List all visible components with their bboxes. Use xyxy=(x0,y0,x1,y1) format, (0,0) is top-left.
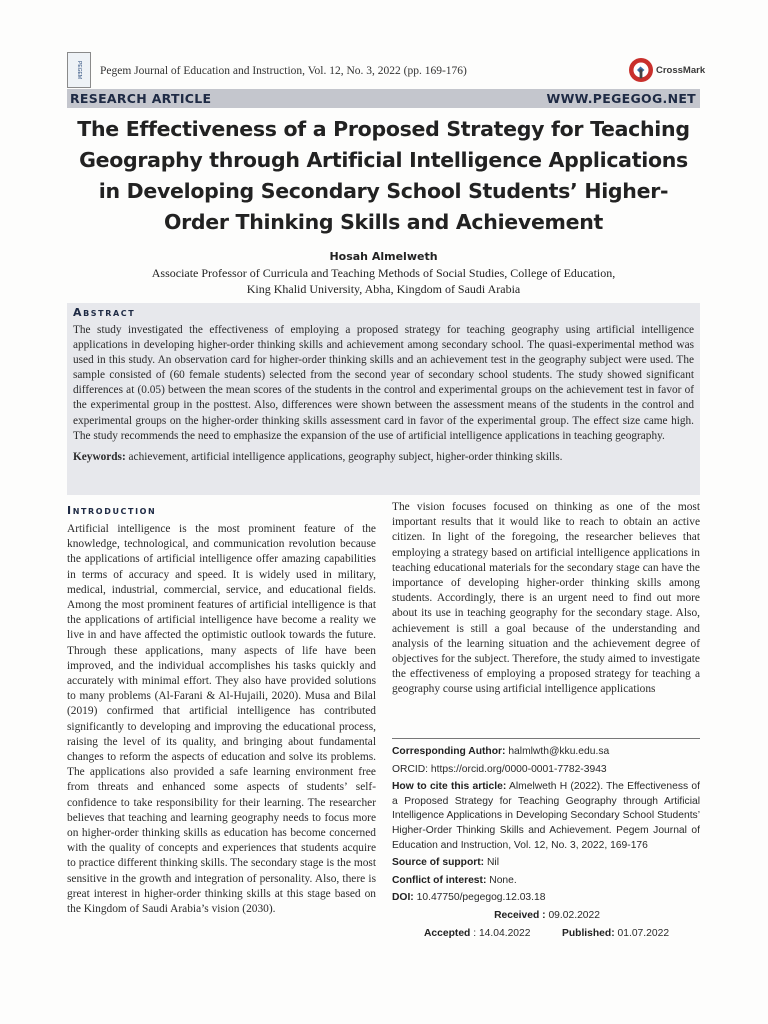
keywords xyxy=(73,450,694,465)
abstract-section xyxy=(67,303,700,495)
published-value: 01.07.2022 xyxy=(617,927,670,939)
paper-title: The Effectiveness of a Proposed Strategy for Teaching Geography through Artificial Intelligence Applications in Developing Secondary School Students’ Higher-Order Thinking Skills and Achievement xyxy=(77,117,690,234)
abstract-text: The study investigated the effectiveness of employing a proposed strategy for teaching geography using artificial intelligence applications in developing higher-order thinking skills and achievement among secondary school. The quasi-experimental method was used in this study. An observation card for higher-order thinking skills and an achievement test in the geography subject were used. The sample consisted of (60 female students) selected from the second year of secondary school students. The study showed significant differences at (0.05) between the mean scores of the students in the control and experimental groups on the achievement test in favor of the experimental group in the posttest. Also, differences were shown between the assessment means of the students in the control and experimental groups on the higher-order thinking skills assessment card in favor of the experimental group. The effect size came high. The study recommends the need to emphasize the expansion of the use of artificial intelligence applications in teaching geography. xyxy=(73,324,694,442)
journal-logo: PEGEM xyxy=(67,52,91,88)
keywords-label: Keywords: xyxy=(73,450,126,463)
support-value: Nil xyxy=(486,857,499,869)
received-label: Received : xyxy=(494,909,546,921)
corresponding-author-label: Corresponding Author: xyxy=(392,746,506,757)
corresponding-author-email[interactable]: halmlwth@kku.edu.sa xyxy=(508,746,610,757)
received-value: 09.02.2022 xyxy=(548,909,600,921)
crossmark-label: CrossMark xyxy=(656,65,706,76)
crossmark-icon xyxy=(628,57,654,83)
citation xyxy=(392,780,700,853)
source-of-support xyxy=(392,856,700,871)
introduction-column-right xyxy=(392,500,700,698)
corresponding-author xyxy=(392,745,700,760)
published-label: Published: xyxy=(562,927,615,939)
support-label: Source of support: xyxy=(392,857,485,869)
crossmark-badge[interactable] xyxy=(628,57,706,85)
conflict-of-interest xyxy=(392,874,700,889)
keywords-value: achievement, artificial intelligence applications, geography subject, higher-order thinking skills. xyxy=(128,450,563,463)
article-banner xyxy=(67,89,700,108)
introduction-text: Artificial intelligence is the most prominent feature of the knowledge, technological, and communication revolution because the applications of artificial intelligence offer amazing capabilities in terms of accuracy and speed. It is widely used in military, medical, industrial, commercial, service, and educational fields. Among the most prominent features of artificial intelligence is that the applications of artificial intelligence have become a reality we live in and have affected the optimistic outlook towards the future. Through these applications, many aspects of life have been improved, and the individual accomplishes his tasks quickly and accurately with minimal effort. They also have provided solutions to many problems (Al-Farani & Al-Hujaili, 2020). Musa and Bilal (2019) confirmed that artificial intelligence has contributed significantly to developing and improving the educational process, raising the level of its quality, and bringing about fundamental changes to reform the aspects of education and solve its problems. The applications also provided a safe learning environment free from threats and enhanced some aspects of students’ self-confidence to take responsibility for their learning. The researcher believes that teaching and learning geography needs to focus more on higher-order thinking skills as education has become concerned with the quality of concepts and experiences that students acquire to practice different thinking skills. The secondary stage is the most sensitive in the growth and integration of personality. Also, there is great interest in higher-order thinking skills at this stage based on the Kingdom of Saudi Arabia’s vision (2030). xyxy=(67,523,376,916)
accepted-date xyxy=(424,927,531,942)
orcid-link[interactable]: ORCID: https://orcid.org/0000-0001-7782-3943 xyxy=(392,763,607,775)
article-metadata xyxy=(392,745,700,943)
doi-label: DOI: xyxy=(392,892,414,904)
journal-reference: Pegem Journal of Education and Instruction, Vol. 12, No. 3, 2022 (pp. 169-176) xyxy=(100,65,467,77)
citation-text: Almelweth H (2022). The Effectiveness of a Proposed Strategy for Teaching Geography through Artificial Intelligence Applications in Developing Secondary School Students’ Higher-Order Thinking Skills and Achievement. Pegem Journal of Education and Instruction, Vol. 12, No. 3, 2022, 169-176 xyxy=(392,781,701,851)
footnote-divider xyxy=(392,738,700,739)
author-affiliation xyxy=(67,265,700,297)
doi xyxy=(392,891,700,906)
author-name: Hosah Almelweth xyxy=(329,250,438,263)
conflict-label: Conflict of interest: xyxy=(392,874,487,886)
introduction-heading: Introduction xyxy=(67,504,157,517)
article-type: RESEARCH ARTICLE xyxy=(70,91,212,106)
published-date xyxy=(562,927,669,942)
affiliation-line-1: Associate Professor of Curricula and Teaching Methods of Social Studies, College of Education, xyxy=(151,266,616,280)
introduction-continued-text: The vision focuses focused on thinking as one of the most important results that it would like to reach to obtain an active citizen. In light of the foregoing, the researcher believes that employing a strategy based on artificial intelligence applications in teaching educational materials for the secondary stage can have the importance of developing higher-order thinking skills among students. Accordingly, there is an urgent need to find out more about its use in teaching geography for the secondary stage. Also, achievement is still a goal because of the understanding and analysis of the learning situation and the achievement degree of objectives for the subject. Therefore, the study aimed to investigate the effectiveness of employing a proposed strategy for teaching a geography course using artificial intelligence applications xyxy=(392,501,700,696)
introduction-column-left xyxy=(67,504,376,917)
affiliation-line-2: King Khalid University, Abha, Kingdom of Saudi Arabia xyxy=(246,282,521,296)
journal-website-link[interactable]: WWW.PEGEGOG.NET xyxy=(546,91,696,106)
publication-dates xyxy=(392,927,700,943)
accepted-value: : 14.04.2022 xyxy=(473,927,531,939)
doi-link[interactable]: 10.47750/pegegog.12.03.18 xyxy=(416,892,546,904)
abstract-heading: Abstract xyxy=(73,306,136,319)
accepted-label: Accepted xyxy=(424,927,471,939)
conflict-value: None. xyxy=(489,874,517,886)
received-date xyxy=(392,909,700,924)
citation-label: How to cite this article: xyxy=(392,781,507,793)
